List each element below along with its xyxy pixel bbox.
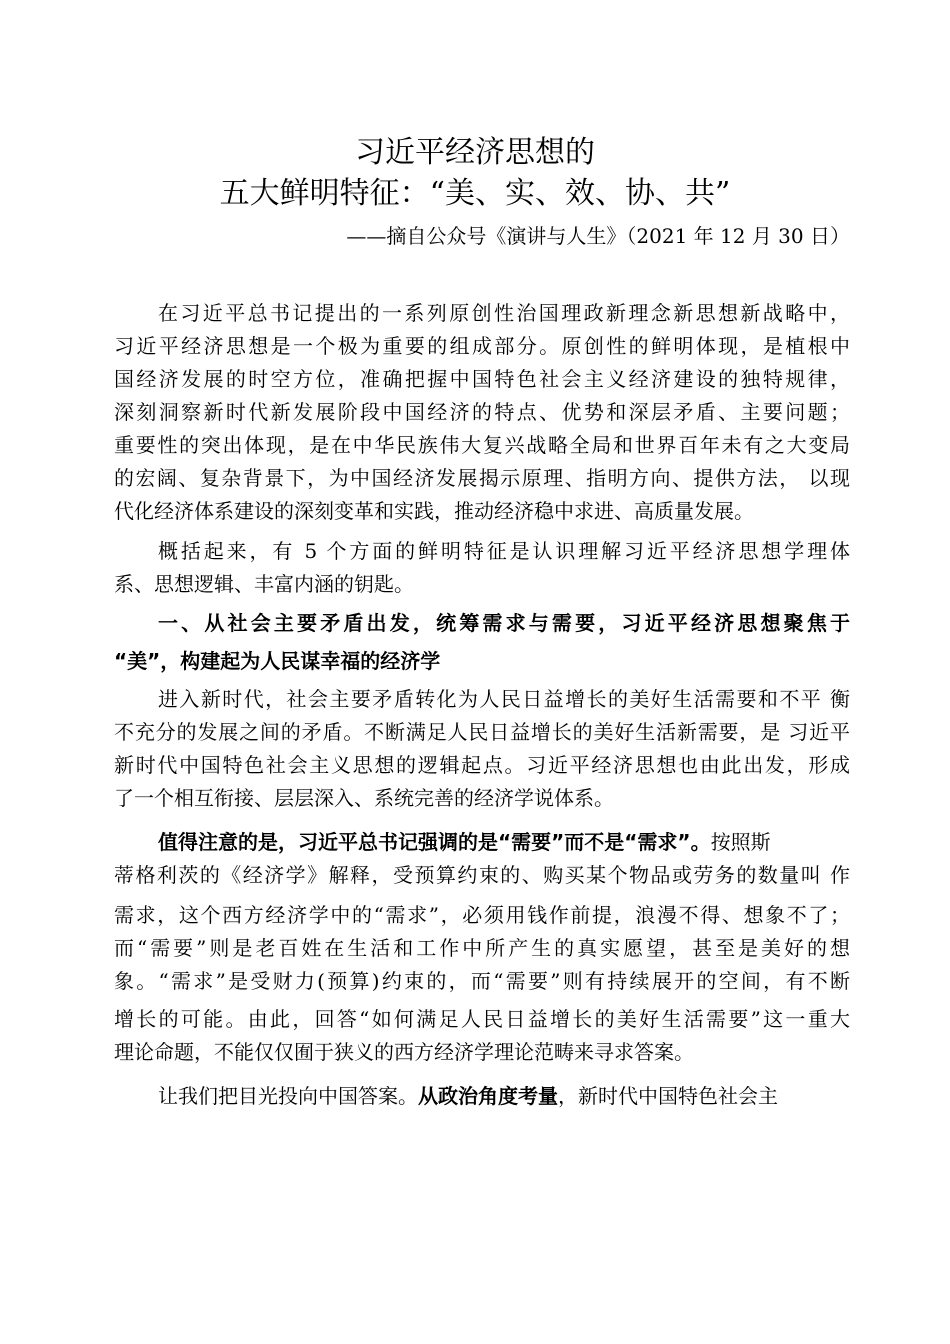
paragraph-4-line: 增长的可能。由此，回答“如何满足人民日益增长的美好生活需要”这一重大: [114, 1007, 850, 1031]
paragraph-4-line: 蒂格利茨的《经济学》解释，受预算约束的、购买某个物品或劳务的数量叫 作: [114, 863, 850, 887]
paragraph-4-line: 需求，这个西方经济学中的“需求”，必须用钱作前提，浪漫不得、想象不了；: [114, 903, 850, 927]
paragraph-4-first-line: [158, 826, 850, 858]
paragraph-4-line: 而“需要”则是老百姓在生活和工作中所产生的真实愿望，甚至是美好的想: [114, 936, 850, 960]
paragraph-2-line: 概括起来，有 5 个方面的鲜明特征是认识理解习近平经济思想学理体: [158, 539, 850, 563]
paragraph-5-line: [158, 1080, 850, 1112]
section-heading-line: “美”，构建起为人民谋幸福的经济学: [114, 649, 441, 673]
source-citation: ——摘自公众号《演讲与人生》（2021 年 12 月 30 日）: [346, 224, 850, 248]
paragraph-5-rest: ，新时代中国特色社会主: [558, 1084, 778, 1108]
paragraph-3-line: 进入新时代，社会主要矛盾转化为人民日益增长的美好生活需要和不平 衡: [158, 687, 850, 711]
paragraph-1-line: 习近平经济思想是一个极为重要的组成部分。原创性的鲜明体现，是植根中: [114, 334, 850, 358]
title-line-1: 习近平经济思想的: [355, 135, 595, 170]
paragraph-4-line: 理论命题，不能仅仅囿于狭义的西方经济学理论范畴来寻求答案。: [114, 1040, 694, 1064]
section-heading-line: 一、从社会主要矛盾出发，统筹需求与需要，习近平经济思想聚焦于: [158, 611, 850, 635]
paragraph-4-bold-lead: 值得注意的是，习近平总书记强调的是“需要”而不是“需求”。: [158, 830, 711, 854]
paragraph-3-line: 新时代中国特色社会主义思想的逻辑起点。习近平经济思想也由此出发，形成: [114, 753, 850, 777]
paragraph-1-line: 深刻洞察新时代新发展阶段中国经济的特点、优势和深层矛盾、主要问题；: [114, 400, 850, 424]
paragraph-5-start: 让我们把目光投向中国答案。: [158, 1084, 418, 1108]
paragraph-1-line: 的宏阔、复杂背景下，为中国经济发展揭示原理、指明方向、提供方法， 以现: [114, 466, 850, 490]
title-line-2: 五大鲜明特征：“美、实、效、协、共”: [219, 176, 731, 211]
paragraph-4-line: 象。“需求”是受财力(预算)约束的，而“需要”则有持续展开的空间，有不断: [114, 969, 850, 993]
paragraph-2-line: 系、思想逻辑、丰富内涵的钥匙。: [114, 572, 414, 596]
paragraph-3-line: 不充分的发展之间的矛盾。不断满足人民日益增长的美好生活新需要，是 习近平: [114, 720, 850, 744]
paragraph-1-line: 在习近平总书记提出的一系列原创性治国理政新理念新思想新战略中，: [158, 301, 850, 325]
paragraph-1-line: 国经济发展的时空方位，准确把握中国特色社会主义经济建设的独特规律，: [114, 367, 850, 391]
paragraph-1-line: 重要性的突出体现，是在中华民族伟大复兴战略全局和世界百年未有之大变局: [114, 433, 850, 457]
paragraph-3-line: 了一个相互衔接、层层深入、系统完善的经济学说体系。: [114, 786, 614, 810]
paragraph-5-bold: 从政治角度考量: [418, 1084, 558, 1108]
paragraph-1-line: 代化经济体系建设的深刻变革和实践，推动经济稳中求进、高质量发展。: [114, 499, 754, 523]
paragraph-4-lead-rest: 按照斯: [710, 830, 771, 854]
